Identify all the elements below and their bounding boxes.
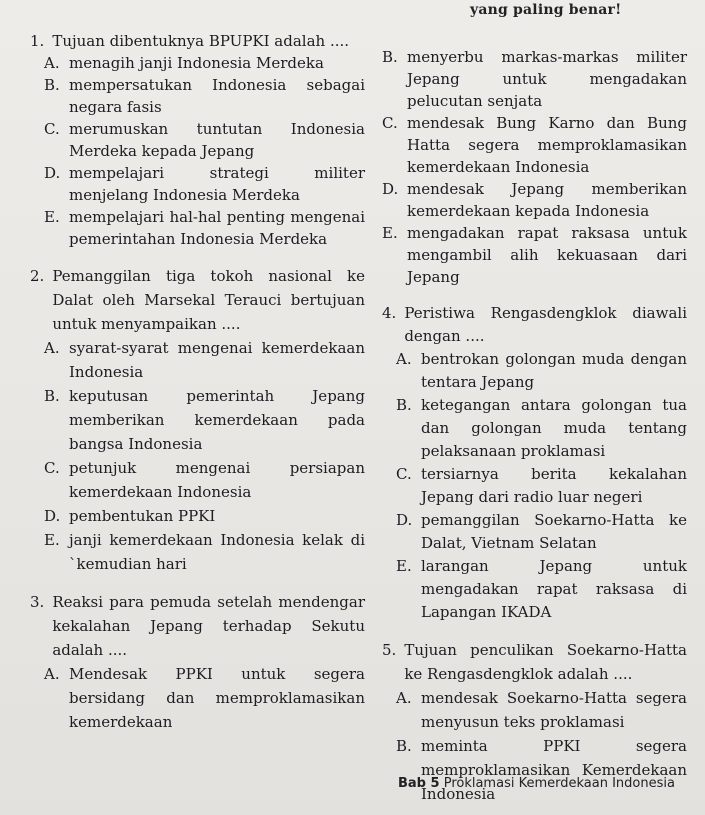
option-c[interactable]: C. merumuskan tuntutan Indonesia Merdeka kepada Jepang bbox=[44, 120, 365, 160]
option-b[interactable]: B. keputusan pemerintah Jepang memberikan kemerdekaan pada bangsa Indonesia bbox=[44, 387, 365, 453]
instruction-header: yang paling benar! bbox=[470, 2, 622, 18]
question-4 bbox=[382, 302, 687, 624]
option-a[interactable]: A. mendesak Soekarno-Hatta segera menyusun teks proklamasi bbox=[396, 689, 687, 731]
option-d[interactable]: D. mempelajari strategi militer menjelang Indonesia Merdeka bbox=[44, 164, 365, 204]
question-1-continued bbox=[382, 46, 687, 288]
option-b[interactable]: B. mempersatukan Indonesia sebagai negara fasis bbox=[44, 76, 365, 116]
option-d[interactable]: D. pembentukan PPKI bbox=[44, 507, 216, 525]
left-column bbox=[30, 30, 365, 734]
option-b[interactable]: B. ketegangan antara golongan tua dan golongan muda tentang pelaksanaan proklamasi bbox=[396, 396, 687, 460]
question-number: 2. bbox=[30, 267, 45, 285]
option-e[interactable]: E. mengadakan rapat raksasa untuk mengambil alih kekuasaan dari Jepang bbox=[382, 224, 687, 286]
question-1 bbox=[30, 30, 365, 250]
question-number: 5. bbox=[382, 641, 397, 659]
question-number: 4. bbox=[382, 304, 397, 322]
option-c[interactable]: C. tersiarnya berita kekalahan Jepang dari radio luar negeri bbox=[396, 465, 687, 506]
option-b[interactable]: B. meminta PPKI segera memproklamasikan Kemerdekaan Indonesia bbox=[396, 737, 687, 803]
option-a[interactable]: A. bentrokan golongan muda dengan tentara Jepang bbox=[396, 350, 687, 391]
option-e[interactable]: E. larangan Jepang untuk mengadakan rapat raksasa di Lapangan IKADA bbox=[396, 557, 687, 621]
right-column bbox=[382, 46, 687, 806]
option-d[interactable]: D. mendesak Jepang memberikan kemerdekaan kepada Indonesia bbox=[382, 180, 687, 220]
option-a[interactable]: A. syarat-syarat mengenai kemerdekaan Indonesia bbox=[44, 339, 365, 381]
question-number: 1. bbox=[30, 32, 45, 50]
question-text: Pemanggilan tiga tokoh nasional ke Dalat oleh Marsekal Terauci bertujuan untuk menyampaikan .... bbox=[52, 267, 365, 333]
option-a[interactable]: A. menagih janji Indonesia Merdeka bbox=[44, 54, 324, 72]
question-text: Tujuan penculikan Soekarno-Hatta ke Rengasdengklok adalah .... bbox=[404, 641, 687, 683]
chapter-title: Proklamasi Kemerdekaan Indonesia bbox=[443, 776, 675, 791]
page-footer bbox=[398, 776, 675, 791]
option-d[interactable]: D. pemanggilan Soekarno-Hatta ke Dalat, Vietnam Selatan bbox=[396, 511, 687, 552]
option-e[interactable]: E. janji kemerdekaan Indonesia kelak di `kemudian hari bbox=[44, 531, 365, 573]
option-a[interactable]: A. Mendesak PPKI untuk segera bersidang dan memproklamasikan kemerdekaan bbox=[44, 665, 365, 731]
question-number: 3. bbox=[30, 593, 45, 611]
question-3 bbox=[30, 590, 365, 734]
option-c[interactable]: C. mendesak Bung Karno dan Bung Hatta segera memproklamasikan kemerdekaan Indonesia bbox=[382, 114, 687, 176]
chapter-number: Bab 5 bbox=[398, 776, 440, 791]
option-e[interactable]: E. mempelajari hal-hal penting mengenai pemerintahan Indonesia Merdeka bbox=[44, 208, 365, 248]
question-text: Reaksi para pemuda setelah mendengar kekalahan Jepang terhadap Sekutu adalah .... bbox=[52, 593, 365, 659]
option-b[interactable]: B. menyerbu markas-markas militer Jepang untuk mengadakan pelucutan senjata bbox=[382, 48, 687, 110]
question-text: Peristiwa Rengasdengklok diawali dengan .... bbox=[404, 304, 687, 345]
question-text: Tujuan dibentuknya BPUPKI adalah .... bbox=[52, 32, 350, 50]
option-c[interactable]: C. petunjuk mengenai persiapan kemerdekaan Indonesia bbox=[44, 459, 365, 501]
question-2 bbox=[30, 264, 365, 576]
